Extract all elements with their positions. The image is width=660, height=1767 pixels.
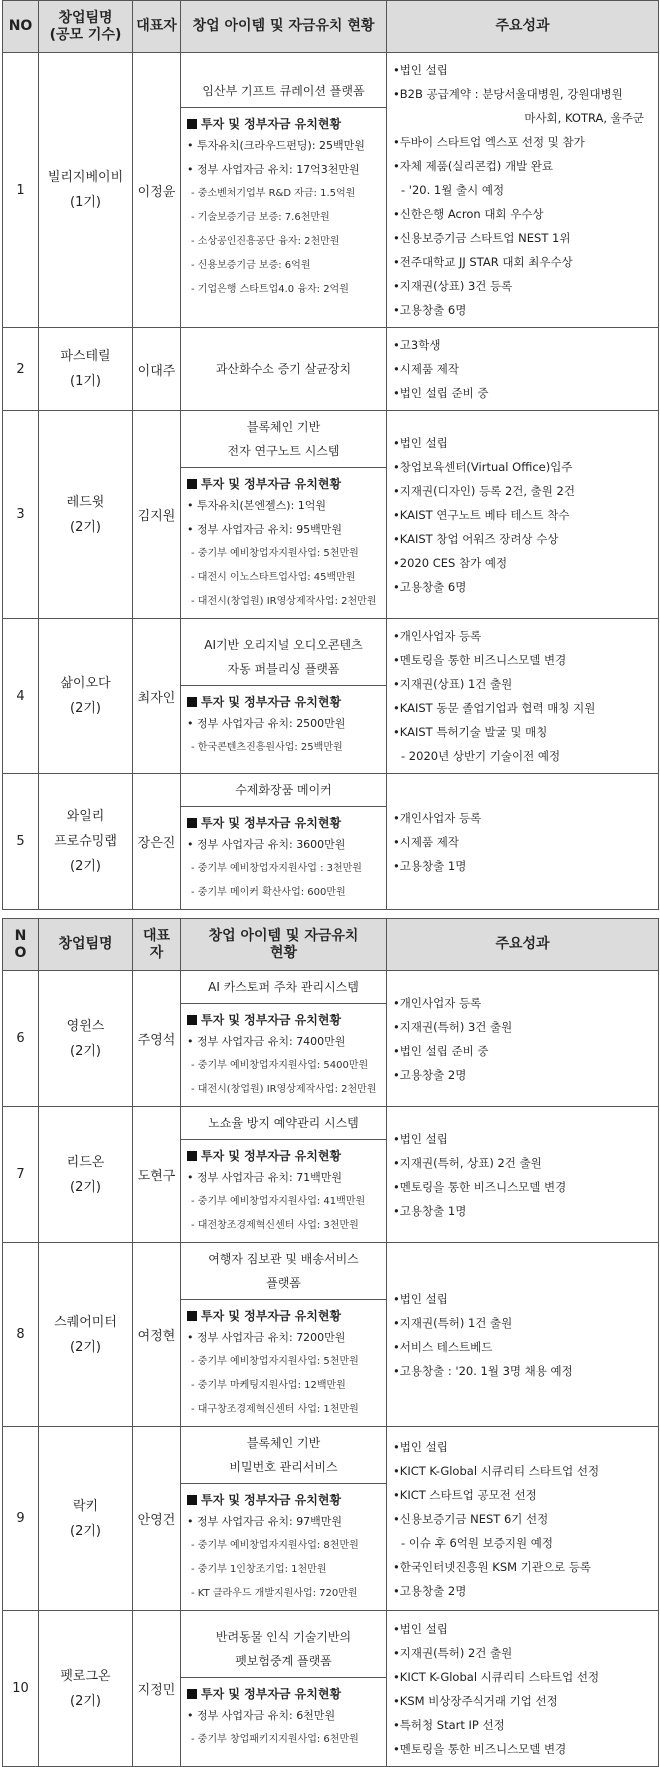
investment-heading — [181, 1003, 386, 1030]
header2-item — [181, 919, 387, 971]
team-name: 레드윗 — [66, 494, 105, 510]
achievement-item: •KSM 비상장주식거래 기업 선정 — [393, 1693, 558, 1708]
representative: 이정윤 — [133, 53, 181, 328]
table-row — [3, 328, 659, 411]
item-cell — [181, 1107, 387, 1243]
achievement-item: •개인사업자 등록 — [393, 995, 482, 1010]
investment-item: • 정부 사업자금 유치: 2500만원 — [187, 716, 346, 730]
team-name: 와일리 — [66, 809, 105, 824]
team-name: 파스테릴 — [60, 349, 111, 364]
investment-subitem: - 중기부 예비창업자지원사업: 5천만원 — [191, 548, 359, 559]
investment-subitem: - 중기부 예비창업자지원사업: 5천만원 — [191, 1356, 359, 1367]
square-bullet-icon — [187, 479, 197, 489]
achievement-item: •멘토링을 통한 비즈니스모델 변경 — [393, 1179, 567, 1194]
investment-subitem: - 중기부 예비창업자지원사업: 5400만원 — [191, 1060, 369, 1071]
achievement-item: •고용창출 2명 — [393, 1067, 467, 1082]
item-cell — [181, 1427, 387, 1611]
investment-heading-label: 투자 및 정부자금 유치현황 — [201, 116, 342, 131]
achievement-item: •시제품 제작 — [393, 362, 459, 376]
achievement-item: •신한은행 Acron 대회 우수상 — [393, 207, 544, 221]
achievement-item: 마사회, KOTRA, 울주군 — [524, 111, 644, 125]
investment-heading-label: 투자 및 정부자금 유치현황 — [201, 694, 342, 709]
achievement-item: •고용창출 6명 — [393, 303, 467, 317]
item-cell — [181, 971, 387, 1107]
header2-no-1: N — [14, 927, 27, 944]
item-title: 플랫폼 — [266, 1276, 301, 1290]
team-generation: (2기) — [70, 1693, 101, 1709]
table-header-row — [3, 1, 659, 53]
investment-subitem: - 중기부 메이커 확산사업: 600만원 — [191, 887, 346, 898]
achievements-cell — [387, 1611, 659, 1767]
achievements-cell — [387, 1243, 659, 1427]
achievement-item: •서비스 테스트베드 — [393, 1339, 493, 1354]
investment-item: • 정부 사업자금 유치: 6천만원 — [187, 1709, 336, 1722]
team-cell — [39, 1243, 133, 1427]
achievement-item: •KICT K-Global 시큐리티 스타트업 선정 — [393, 1463, 600, 1478]
achievements-cell — [387, 411, 659, 619]
team-cell — [39, 1107, 133, 1243]
representative: 주영석 — [133, 971, 181, 1107]
item-title: AI기반 오리지널 오디오콘텐츠 — [204, 637, 363, 652]
achievement-item: •지재권(특허, 상표) 2건 출원 — [393, 1155, 542, 1170]
investment-subitem: - 대전창조경제혁신센터 사업: 3천만원 — [191, 1220, 359, 1231]
achievement-item: •2020 CES 참가 예정 — [393, 555, 508, 570]
header2-item-1: 창업 아이템 및 자금유치 — [208, 927, 359, 944]
team-name: 스퀘어미터 — [54, 1314, 117, 1330]
investment-subitem: - 신용보증기금 보증: 6억원 — [191, 259, 311, 271]
investment-subitem: - 중소벤처기업부 R&D 자금: 1.5억원 — [191, 187, 356, 199]
item-cell — [181, 53, 387, 328]
investment-heading — [181, 1299, 386, 1326]
investment-subitem: - 중기부 예비창업자지원사업 : 3천만원 — [191, 863, 362, 874]
achievement-item: •KICT 스타트업 공모전 선정 — [393, 1487, 537, 1502]
achievement-item: •특허청 Start IP 선정 — [393, 1717, 505, 1732]
achievement-item: •지재권(특허) 2건 출원 — [393, 1645, 513, 1660]
row-number: 5 — [3, 774, 39, 910]
header2-rep-2: 자 — [149, 944, 164, 961]
row-number: 10 — [3, 1611, 39, 1767]
square-bullet-icon — [187, 818, 197, 828]
item-title: 자동 퍼블리싱 플랫폼 — [227, 661, 340, 676]
achievement-item: •고3학생 — [393, 338, 441, 352]
achievement-item: •법인 설립 — [393, 1621, 448, 1636]
investment-heading — [181, 806, 386, 833]
table-row — [3, 774, 659, 910]
achievement-item: •KAIST 창업 어워즈 장려상 수상 — [393, 531, 559, 546]
investment-heading — [181, 1677, 386, 1704]
header-rep: 대표자 — [133, 1, 181, 53]
investment-subitem: - 중기부 1인창조기업: 1천만원 — [191, 1564, 327, 1575]
team-name-line-2: 프로슈밍랩 — [54, 834, 117, 849]
header2-no — [3, 919, 39, 971]
item-title: 과산화수소 증기 살균장치 — [215, 362, 352, 376]
achievement-item: •지재권(특허) 3건 출원 — [393, 1019, 513, 1034]
investment-subitem: - 중기부 창업패키지지원사업: 6천만원 — [191, 1734, 359, 1745]
investment-heading-label: 투자 및 정부자금 유치현황 — [201, 1493, 342, 1507]
achievements-cell — [387, 1427, 659, 1611]
achievement-item: •법인 설립 준비 중 — [393, 386, 489, 400]
team-cell — [39, 328, 133, 411]
investment-item: • 정부 사업자금 유치: 95백만원 — [187, 523, 343, 536]
row-number: 3 — [3, 411, 39, 619]
table-row — [3, 1611, 659, 1767]
table-row — [3, 1427, 659, 1611]
investment-heading — [181, 1139, 386, 1166]
team-generation: (2기) — [70, 1523, 101, 1539]
row-number: 7 — [3, 1107, 39, 1243]
achievements-cell — [387, 619, 659, 774]
team-generation: (2기) — [70, 1339, 101, 1355]
achievement-item: •법인 설립 — [393, 1131, 448, 1146]
item-cell — [181, 774, 387, 910]
table-gap — [0, 910, 660, 918]
investment-heading-label: 투자 및 정부자금 유치현황 — [201, 1687, 342, 1701]
table-row — [3, 1107, 659, 1243]
header2-no-2: O — [14, 944, 27, 961]
table-row — [3, 1243, 659, 1427]
investment-subitem: - 대구창조경제혁신센터 사업: 1천만원 — [191, 1404, 359, 1415]
achievement-item: •지재권(특허) 1건 출원 — [393, 1315, 513, 1330]
header-team — [39, 1, 133, 53]
representative: 장은진 — [133, 774, 181, 910]
achievement-item: •고용창출 2명 — [393, 1583, 467, 1598]
investment-item: • 투자유치(본엔젤스): 1억원 — [187, 499, 327, 512]
team-name: 펫로그온 — [60, 1668, 111, 1684]
square-bullet-icon — [187, 1151, 197, 1161]
achievement-item: •전주대학교 JJ STAR 대회 최우수상 — [393, 255, 573, 269]
achievements-cell — [387, 53, 659, 328]
achievement-item: - 2020년 상반기 기술이전 예정 — [401, 749, 561, 763]
team-generation: (2기) — [70, 1043, 101, 1059]
achievement-item: •지재권(상표) 3건 등록 — [393, 279, 513, 293]
achievement-item: •KAIST 동문 졸업기업과 협력 매칭 지원 — [393, 701, 596, 715]
achievement-item: •고용창출 : '20. 1월 3명 채용 예정 — [393, 1363, 573, 1378]
achievement-item: •창업보육센터(Virtual Office)입주 — [393, 459, 573, 474]
investment-subitem: - 중기부 예비창업자지원사업: 41백만원 — [191, 1196, 366, 1207]
investment-subitem: - 기술보증기금 보증: 7.6천만원 — [191, 211, 330, 223]
item-title: 블록체인 기반 — [246, 420, 321, 434]
team-cell — [39, 1427, 133, 1611]
header-item: 창업 아이템 및 자금유치 현황 — [181, 1, 387, 53]
achievement-item: •B2B 공급계약 : 분당서울대병원, 강원대병원 — [393, 87, 623, 101]
header2-rep — [133, 919, 181, 971]
investment-subitem: - 중기부 예비창업자지원사업: 8천만원 — [191, 1540, 359, 1551]
achievement-item: •지재권(상표) 1건 출원 — [393, 677, 513, 691]
header-team-label: 창업팀명 — [58, 9, 113, 26]
achievement-item: •개인사업자 등록 — [393, 629, 482, 643]
square-bullet-icon — [187, 1689, 197, 1699]
representative: 이대주 — [133, 328, 181, 411]
achievement-item: •법인 설립 — [393, 435, 448, 450]
team-name: 빌리지베이비 — [47, 170, 124, 185]
achievement-item: •신용보증기금 스타트업 NEST 1위 — [393, 231, 571, 245]
item-title: 임산부 기프트 큐레이션 플랫폼 — [202, 83, 365, 98]
investment-heading-label: 투자 및 정부자금 유치현황 — [201, 1013, 342, 1027]
achievement-item: •법인 설립 준비 중 — [393, 1043, 489, 1058]
achievement-item: •법인 설립 — [393, 1439, 448, 1454]
item-cell — [181, 328, 387, 411]
table-body-part-2 — [3, 971, 659, 1767]
row-number: 8 — [3, 1243, 39, 1427]
investment-subitem: - KT 클라우드 개발지원사업: 720만원 — [191, 1588, 358, 1599]
row-number: 1 — [3, 53, 39, 328]
investment-item: • 정부 사업자금 유치: 97백만원 — [187, 1515, 343, 1528]
team-generation: (2기) — [70, 701, 101, 716]
achievement-item: •법인 설립 — [393, 1291, 448, 1306]
achievement-item: •지재권(디자인) 등록 2건, 출원 2건 — [393, 483, 575, 498]
team-name: 삶이오다 — [60, 676, 111, 691]
header2-team: 창업팀명 — [39, 919, 133, 971]
header2-ach: 주요성과 — [387, 919, 659, 971]
item-title: 블록체인 기반 — [246, 1436, 321, 1450]
investment-heading-label: 투자 및 정부자금 유치현황 — [201, 1309, 342, 1323]
achievement-item: - '20. 1월 출시 예정 — [401, 183, 505, 197]
header2-item-2: 현황 — [269, 944, 298, 961]
header2-rep-1: 대표 — [142, 927, 171, 944]
table-row — [3, 971, 659, 1107]
representative: 김지원 — [133, 411, 181, 619]
investment-item: • 정부 사업자금 유치: 3600만원 — [187, 838, 346, 851]
achievement-item: •한국인터넷진흥원 KSM 기관으로 등록 — [393, 1559, 592, 1574]
table-body-part-1 — [3, 53, 659, 910]
team-generation: (1기) — [70, 195, 101, 210]
item-cell — [181, 411, 387, 619]
startup-table-part-1 — [2, 0, 659, 910]
achievement-item: •KAIST 특허기술 발굴 및 매칭 — [393, 725, 548, 739]
investment-item: • 정부 사업자금 유치: 71백만원 — [187, 1171, 343, 1184]
square-bullet-icon — [187, 1495, 197, 1505]
investment-subitem: - 기업은행 스타트업4.0 융자: 2억원 — [191, 283, 349, 295]
achievements-cell — [387, 1107, 659, 1243]
header-team-sub: (공모 기수) — [49, 26, 122, 43]
team-cell — [39, 971, 133, 1107]
investment-item: • 투자유치(크라우드펀딩): 25백만원 — [187, 138, 365, 152]
investment-heading-label: 투자 및 정부자금 유치현황 — [201, 477, 342, 491]
investment-subitem: - 대전시 이노스타트업사업: 45백만원 — [191, 572, 356, 583]
team-cell — [39, 411, 133, 619]
team-name: 락키 — [72, 1498, 99, 1514]
achievement-item: •고용창출 1명 — [393, 858, 467, 873]
team-generation: (1기) — [70, 374, 101, 389]
achievement-item: •멘토링을 통한 비즈니스모델 변경 — [393, 1741, 567, 1756]
table-row — [3, 619, 659, 774]
representative: 도현구 — [133, 1107, 181, 1243]
achievement-item: •시제품 제작 — [393, 834, 459, 849]
row-number: 9 — [3, 1427, 39, 1611]
row-number: 6 — [3, 971, 39, 1107]
achievement-item: •멘토링을 통한 비즈니스모델 변경 — [393, 653, 567, 667]
team-cell — [39, 774, 133, 910]
representative: 지정민 — [133, 1611, 181, 1767]
team-cell — [39, 1611, 133, 1767]
achievement-item: •고용창출 1명 — [393, 1203, 467, 1218]
investment-subitem: - 소상공인진흥공단 융자: 2천만원 — [191, 235, 340, 247]
representative: 최자인 — [133, 619, 181, 774]
representative: 안영건 — [133, 1427, 181, 1611]
item-cell — [181, 619, 387, 774]
achievement-item: •두바이 스타트업 엑스포 선정 및 참가 — [393, 135, 585, 149]
header-no: NO — [3, 1, 39, 53]
square-bullet-icon — [187, 119, 197, 129]
achievement-item: •법인 설립 — [393, 63, 448, 77]
investment-item: • 정부 사업자금 유치: 17억3천만원 — [187, 162, 360, 176]
investment-item: • 정부 사업자금 유치: 7400만원 — [187, 1035, 346, 1048]
item-title: 수제화장품 메이커 — [235, 783, 332, 797]
achievement-item: •고용창출 6명 — [393, 579, 467, 594]
investment-heading-label: 투자 및 정부자금 유치현황 — [201, 1149, 342, 1163]
square-bullet-icon — [187, 1311, 197, 1321]
item-title: 펫보험중계 플랫폼 — [235, 1654, 332, 1668]
table-row — [3, 53, 659, 328]
item-title: 여행자 짐보관 및 배송서비스 — [208, 1252, 359, 1266]
item-title: 비밀번호 관리서비스 — [229, 1460, 338, 1474]
investment-heading — [181, 467, 386, 494]
team-generation: (2기) — [70, 519, 101, 535]
achievement-item: •신용보증기금 NEST 6기 선정 — [393, 1511, 549, 1526]
achievement-item: •개인사업자 등록 — [393, 810, 482, 825]
table-header-row-2 — [3, 919, 659, 971]
item-cell — [181, 1243, 387, 1427]
achievements-cell — [387, 774, 659, 910]
achievement-item: - 이슈 후 6억원 보증지원 예정 — [401, 1535, 553, 1550]
item-title: 노쇼율 방지 예약관리 시스템 — [208, 1116, 359, 1130]
achievement-item: •자체 제품(실리콘컵) 개발 완료 — [393, 159, 554, 173]
investment-heading — [181, 107, 386, 134]
startup-table-part-2 — [2, 918, 659, 1767]
row-number: 2 — [3, 328, 39, 411]
team-cell — [39, 619, 133, 774]
investment-heading-label: 투자 및 정부자금 유치현황 — [201, 816, 342, 830]
team-name: 리드온 — [66, 1154, 105, 1170]
investment-heading — [181, 685, 386, 712]
achievements-cell — [387, 328, 659, 411]
achievement-item: •KICT K-Global 시큐리티 스타트업 선정 — [393, 1669, 600, 1684]
investment-subitem: - 한국콘텐츠진흥원사업: 25백만원 — [191, 741, 343, 753]
team-name: 영윈스 — [66, 1018, 105, 1034]
row-number: 4 — [3, 619, 39, 774]
investment-subitem: - 대전시(창업원) IR영상제작사업: 2천만원 — [191, 1084, 377, 1095]
table-row — [3, 411, 659, 619]
representative: 여정현 — [133, 1243, 181, 1427]
investment-subitem: - 중기부 마케팅지원사업: 12백만원 — [191, 1380, 346, 1391]
square-bullet-icon — [187, 697, 197, 707]
team-cell — [39, 53, 133, 328]
team-generation: (2기) — [70, 1179, 101, 1195]
item-title: 전자 연구노트 시스템 — [227, 444, 340, 458]
achievements-cell — [387, 971, 659, 1107]
investment-subitem: - 대전시(창업원) IR영상제작사업: 2천만원 — [191, 596, 377, 607]
achievement-item: •KAIST 연구노트 베타 테스트 착수 — [393, 507, 570, 522]
item-title: 반려동물 인식 기술기반의 — [215, 1630, 352, 1644]
item-title: AI 카스토퍼 주차 관리시스템 — [208, 980, 359, 994]
header-ach: 주요성과 — [387, 1, 659, 53]
square-bullet-icon — [187, 1015, 197, 1025]
team-generation: (2기) — [70, 859, 101, 874]
investment-heading — [181, 1483, 386, 1510]
item-cell — [181, 1611, 387, 1767]
investment-item: • 정부 사업자금 유치: 7200만원 — [187, 1331, 346, 1344]
